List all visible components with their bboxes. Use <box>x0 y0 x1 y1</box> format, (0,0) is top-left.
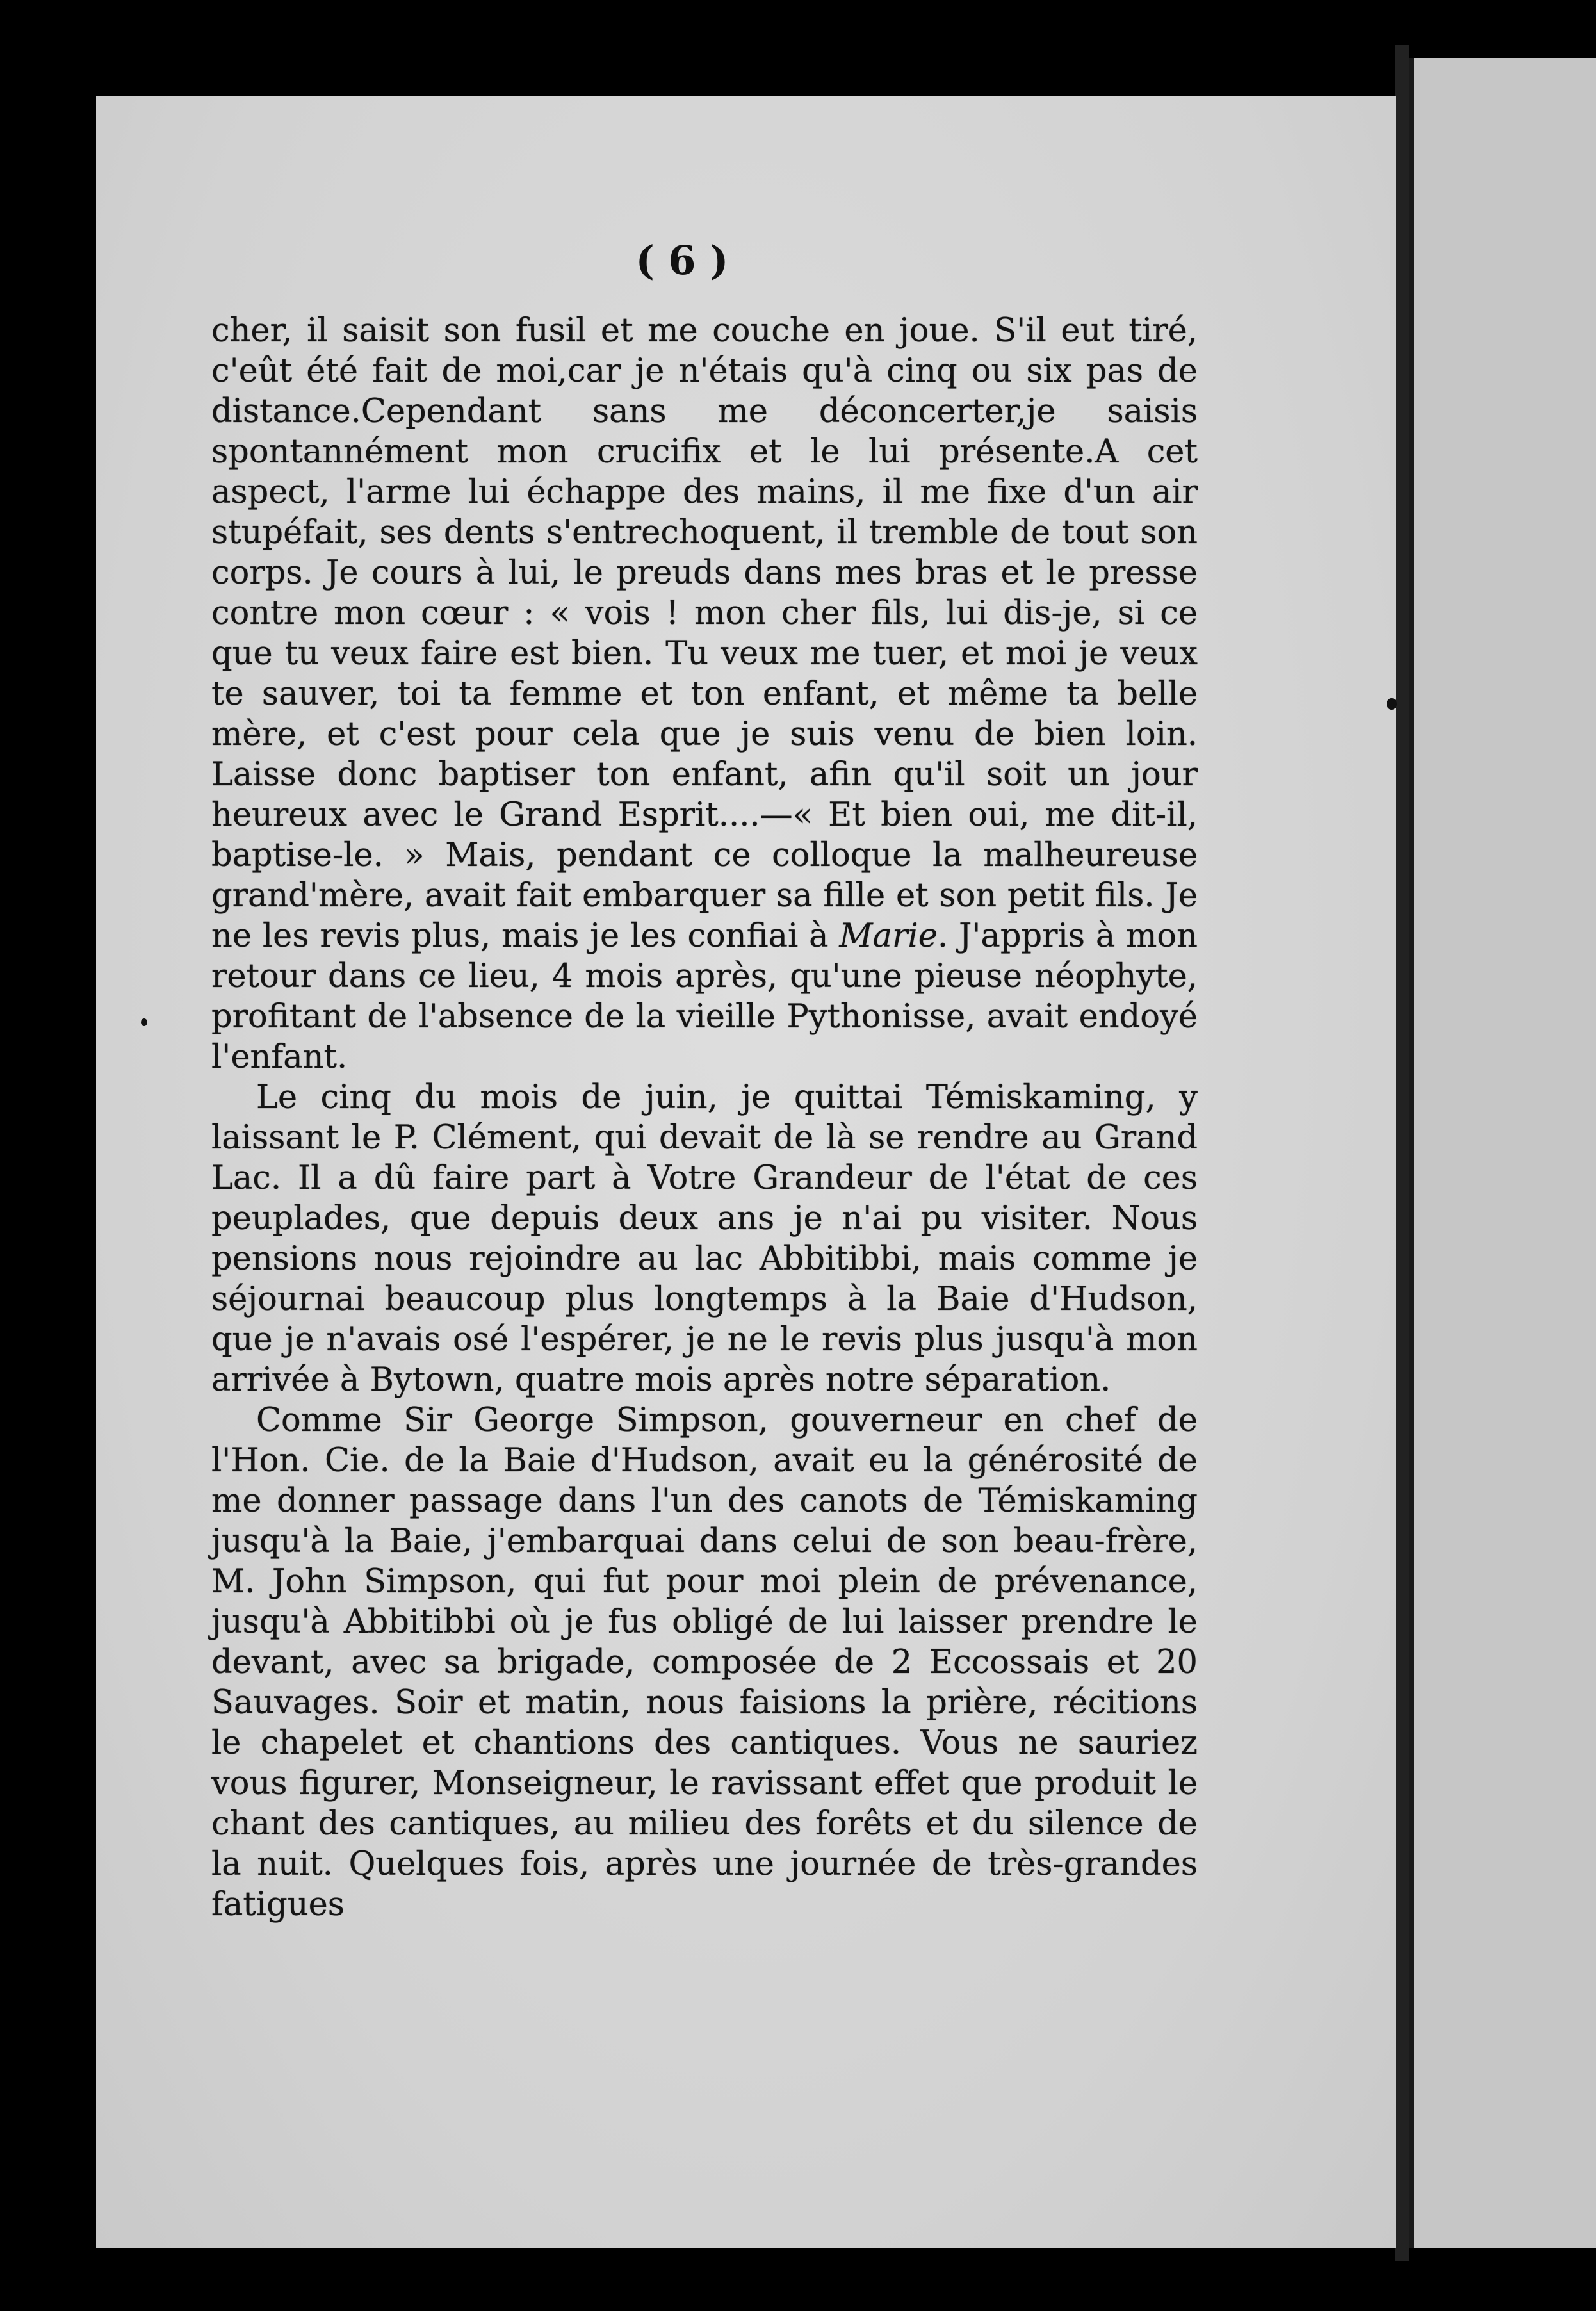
emphasis-marie: Marie <box>839 917 938 955</box>
paragraph-1: cher, il saisit son fusil et me couche en joue. S'il eut tiré, c'eût été fait de moi,car je n'étais qu'à cinq ou six pas de distance.Cependant sans me déconcerter,je saisis spontannément mon crucifix et le lui présente.A cet aspect, l'arme lui échappe des mains, il me fixe d'un air stupéfait, ses dents s'entrechoquent, il tremble de tout son corps. Je cours à lui, le preuds dans mes bras et le presse contre mon cœur : « vois ! mon cher fils, lui dis-je, si ce que tu veux faire est bien. Tu veux me tuer, et moi je veux te sauver, toi ta femme et ton enfant, et même ta belle mère, et c'est pour cela que je suis venu de bien loin. Laisse donc baptiser ton enfant, afin qu'il soit un jour heureux avec le Grand Esprit....—« Et bien oui, me dit-il, baptise-le. » Mais, pendant ce colloque la malheureuse grand'mère, avait fait embarquer sa fille et son petit fils. Je ne les revis plus, mais je les confiai à Marie. J'appris à mon retour dans ce lieu, 4 mois après, qu'une pieuse néophyte, profitant de l'absence de la vieille Pythonisse, avait endoyé l'enfant. <box>211 312 1198 1076</box>
page-number: ( 6 ) <box>635 237 729 284</box>
ink-speck <box>1387 698 1397 710</box>
page-gutter <box>1395 45 1409 2261</box>
paragraph-2: Le cinq du mois de juin, je quittai Témiskaming, y laissant le P. Clément, qui devait de là se rendre au Grand Lac. Il a dû faire part à Votre Grandeur de l'état de ces peuplades, que depuis deux ans je n'ai pu visiter. Nous pensions nous rejoindre au lac Abbitibbi, mais comme je séjournai beaucoup plus longtemps à la Baie d'Hudson, que je n'avais osé l'espérer, je ne le revis plus jusqu'à mon arrivée à Bytown, quatre mois après notre séparation. <box>211 1079 1198 1399</box>
ink-speck <box>141 1018 147 1026</box>
paragraph-3: Comme Sir George Simpson, gouverneur en chef de l'Hon. Cie. de la Baie d'Hudson, avait eu la générosité de me donner passage dans l'un des canots de Témiskaming jusqu'à la Baie, j'embarquai dans celui de son beau-frère, M. John Simpson, qui fut pour moi plein de prévenance, jusqu'à Abbitibbi où je fus obligé de lui laisser prendre le devant, avec sa brigade, composée de 2 Eccossais et 20 Sauvages. Soir et matin, nous faisions la prière, récitions le chapelet et chantions des cantiques. Vous ne sauriez vous figurer, Monseigneur, le ravissant effet que produit le chant des cantiques, au milieu des forêts et du silence de la nuit. Quelques fois, après une journée de très-grandes fatigues <box>211 1401 1198 1923</box>
adjacent-page-edge <box>1409 58 1596 2248</box>
body-text <box>211 311 1198 1925</box>
